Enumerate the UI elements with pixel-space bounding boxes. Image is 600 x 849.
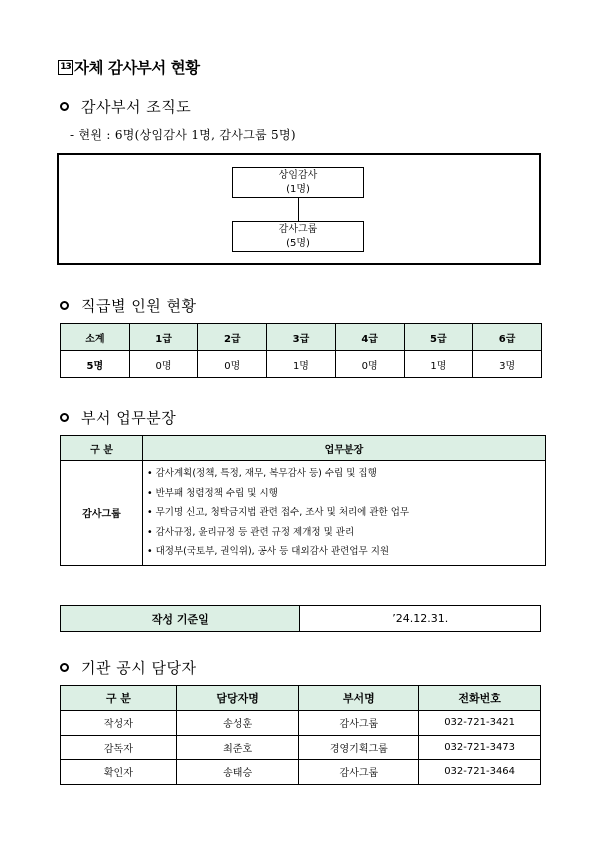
table-cell: 3명 <box>473 351 542 378</box>
table-header-row <box>61 324 542 351</box>
section-heading-text: 감사부서 조직도 <box>81 98 192 116</box>
table-cell: 0명 <box>129 351 198 378</box>
section-heading-text: 부서 업무분장 <box>81 409 177 427</box>
table-header-cell: 부서명 <box>299 686 419 711</box>
basis-date-label: 작성 기준일 <box>61 606 300 632</box>
table-header-row <box>61 436 546 461</box>
duty-item: • 무기명 신고, 청탁금지법 관련 접수, 조사 및 처리에 관한 업무 <box>147 507 410 518</box>
contacts-table <box>60 685 541 785</box>
table-row <box>61 711 541 736</box>
table-cell: 1명 <box>404 351 473 378</box>
table-header-row <box>61 686 541 711</box>
table-cell: 확인자 <box>61 760 177 785</box>
org-node-count: (5명) <box>286 238 310 249</box>
org-connector-line <box>298 198 299 221</box>
table-header-cell: 담당자명 <box>176 686 299 711</box>
org-node-name: 상임감사 <box>278 170 318 181</box>
table-cell: 032-721-3421 <box>419 711 541 736</box>
section-heading-org-chart <box>60 96 191 117</box>
section-heading-text: 직급별 인원 현황 <box>81 297 197 315</box>
table-header-cell: 구 분 <box>61 436 143 461</box>
table-header-cell: 3급 <box>267 324 336 351</box>
table-header-cell: 5급 <box>404 324 473 351</box>
table-row <box>61 735 541 760</box>
table-header-cell: 4급 <box>335 324 404 351</box>
org-node-name: 감사그룹 <box>278 224 318 235</box>
dept-cell: 감사그룹 <box>61 461 143 566</box>
table-header-cell: 업무분장 <box>143 436 546 461</box>
org-node-chief-auditor <box>232 167 364 198</box>
table-cell: 032-721-3464 <box>419 760 541 785</box>
duty-item: • 대정부(국토부, 권익위), 공사 등 대외감사 관련업무 지원 <box>147 546 390 557</box>
page-title-text: 자체 감사부서 현황 <box>74 59 200 77</box>
table-cell: 1명 <box>267 351 336 378</box>
table-cell: 감사그룹 <box>299 760 419 785</box>
org-node-count: (1명) <box>286 184 310 195</box>
table-header-cell: 소계 <box>61 324 130 351</box>
table-cell: 032-721-3473 <box>419 735 541 760</box>
circle-bullet-icon <box>60 413 69 422</box>
table-row <box>61 351 542 378</box>
page-title <box>58 56 200 78</box>
table-cell: 송태승 <box>176 760 299 785</box>
table-header-cell: 6급 <box>473 324 542 351</box>
basis-date-table <box>60 605 541 632</box>
circle-bullet-icon <box>60 663 69 672</box>
section-heading-contacts <box>60 657 196 678</box>
table-cell: 5명 <box>61 351 130 378</box>
table-header-cell: 전화번호 <box>419 686 541 711</box>
table-row <box>61 760 541 785</box>
table-header-cell: 1급 <box>129 324 198 351</box>
basis-date-value: ’24.12.31. <box>300 606 541 632</box>
table-header-cell: 2급 <box>198 324 267 351</box>
duty-item: • 반부패 청렴정책 수립 및 시행 <box>147 487 278 499</box>
org-node-audit-group <box>232 221 364 252</box>
org-chart <box>57 153 541 265</box>
duty-item: • 감사계획(정책, 특정, 재무, 복무감사 등) 수립 및 집행 <box>147 468 377 479</box>
table-header-cell: 구 분 <box>61 686 177 711</box>
circle-bullet-icon <box>60 102 69 111</box>
table-cell: 감사그룹 <box>299 711 419 736</box>
table-cell: 0명 <box>198 351 267 378</box>
table-cell: 경영기획그룹 <box>299 735 419 760</box>
table-cell: 0명 <box>335 351 404 378</box>
circle-bullet-icon <box>60 301 69 310</box>
table-cell: 감독자 <box>61 735 177 760</box>
duties-cell <box>143 461 546 566</box>
table-cell: 송성훈 <box>176 711 299 736</box>
duties-table <box>60 435 546 566</box>
table-cell: 최준호 <box>176 735 299 760</box>
table-cell: 작성자 <box>61 711 177 736</box>
table-row <box>61 606 541 632</box>
table-row <box>61 461 546 566</box>
section-number-badge: 13 <box>58 60 73 75</box>
section-heading-duties <box>60 407 176 428</box>
duty-item: • 감사규정, 윤리규정 등 관련 규정 제개정 및 관리 <box>147 526 355 538</box>
grade-staff-table <box>60 323 542 378</box>
section-heading-grade-staff <box>60 295 196 316</box>
headcount-note: - 현원 : 6명(상임감사 1명, 감사그룹 5명) <box>70 128 296 142</box>
section-heading-text: 기관 공시 담당자 <box>81 659 197 677</box>
